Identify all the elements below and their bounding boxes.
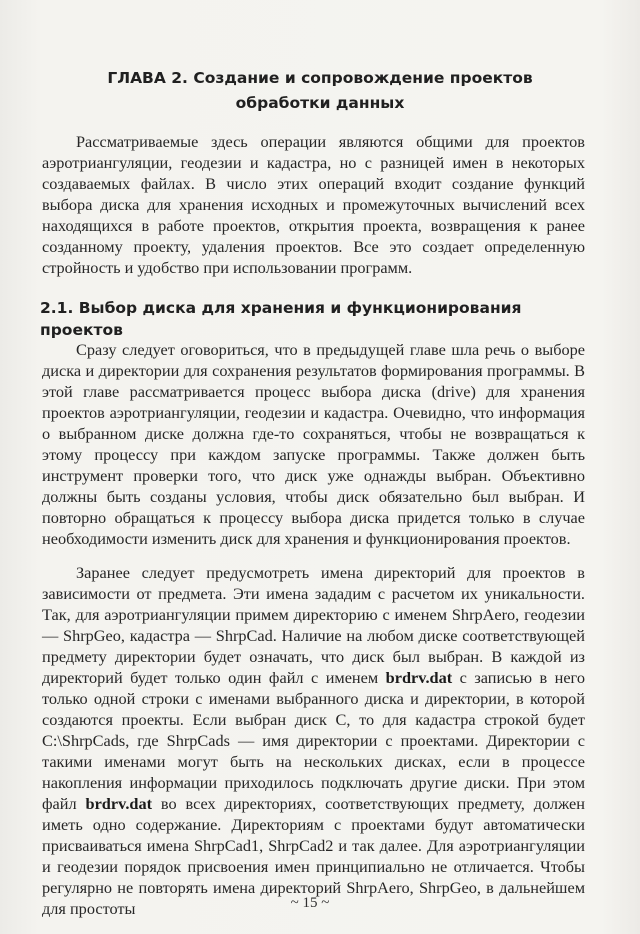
section-title: 2.1. Выбор диска для хранения и функционирования проектов [40, 299, 522, 339]
filename-bold-2: brdrv.dat [85, 794, 153, 813]
section-paragraph-2 [42, 562, 585, 919]
intro-paragraph: Рассматриваемые здесь операции являются общими для проектов аэротриангуляции, геодезии и кадастра, но с разницей имен в некоторых создаваемых файлах. В число этих операций входит создание функций выбора диска для хранения исходных и промежуточных вычислений всех находящихся в работе проектов, открытия проекта, возвращения к ранее созданному проекту, удаления проектов. Все это создает определенную стройность и удобство при использовании программ. [42, 132, 585, 277]
paragraph-2-text-c: во всех директориях, соответствующих предмету, должен иметь одно содержание. Директориям с проектами будут автоматически присваиваться имена ShrpCad1, ShrpCad2 и так далее. Для аэротриангуляции и геодезии порядок присвоения имен принципиально не отличается. Чтобы регулярно не повторять имена директорий ShrpAero, ShrpGeo, в дальнейшем для простоты [42, 794, 586, 918]
chapter-title-line-2: обработки данных [235, 94, 405, 112]
page-number: ~ 15 ~ [290, 895, 330, 911]
section-paragraph-1: Сразу следует оговориться, что в предыдущей главе шла речь о выборе диска и директории для сохранения результатов формирования программы. В этой главе рассматривается процесс выбора диска (drive) для хранения проектов аэротриангуляции, геодезии и кадастра. Очевидно, что информация о выбранном диске должна где-то сохраняться, чтобы не возвращаться к этому процессу при каждом запуске программы. Также должен быть инструмент проверки того, что диск уже однажды выбран. Объективно должны быть созданы условия, чтобы диск обязательно был выбран. И повторно обращаться к процессу выбора диска придется только в случае необходимости изменить диск для хранения и функционирования проектов. [42, 340, 585, 548]
filename-bold-1: brdrv.dat [385, 668, 453, 687]
chapter-title [60, 66, 580, 116]
chapter-title-line-1: ГЛАВА 2. Создание и сопровождение проектов [107, 69, 533, 87]
paragraph-2-text-b: с записью в него только одной строки с именами выбранного диска и директории, в которой создаются проекты. Если выбран диск C, то для кадастра строкой будет C:\ShrpCads, где ShrpCads — имя директории с проектами. Директории с такими именами могут быть на нескольких дисках, если в процессе накопления информации приходилось подключать другие диски. При этом файл [42, 668, 585, 813]
paragraph-2-text-a: Заранее следует предусмотреть имена директорий для проектов в зависимости от предмета. Эти имена зададим с расчетом их уникальности. Так, для аэротриангуляции примем директорию с именем ShrpAero, геодезии — ShrpGeo, кадастра — ShrpCad. Наличие на любом диске соответствующей предмету директории будет означать, что диск был выбран. В каждой из директорий будет только один файл с именем [42, 563, 585, 687]
